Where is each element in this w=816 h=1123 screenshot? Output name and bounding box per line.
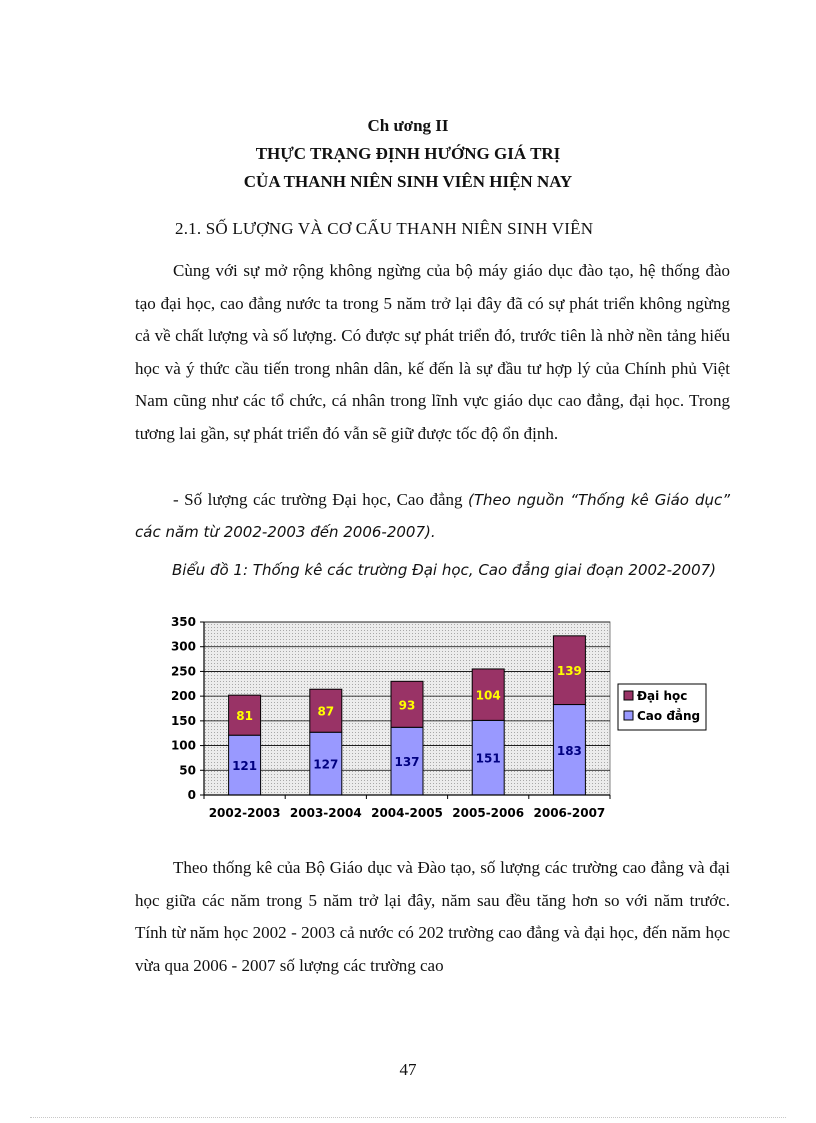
paragraph-2	[135, 852, 730, 982]
data-label: 139	[556, 664, 582, 679]
x-tick-label: 2005-2006	[452, 806, 525, 820]
y-axis	[171, 615, 204, 802]
section-heading: 2.1. SỐ LƯỢNG VÀ CƠ CẤU THANH NIÊN SINH VIÊN	[175, 219, 594, 238]
paragraph-1	[135, 255, 730, 450]
stacked-bar-chart	[160, 612, 720, 827]
data-label: 81	[236, 709, 253, 724]
x-tick-label: 2003-2004	[289, 806, 362, 820]
data-label: 93	[398, 698, 416, 713]
data-label: 104	[475, 688, 501, 703]
chart-caption: Biểu đồ 1: Thống kê các trường Đại học, Cao đẳng giai đoạn 2002-2007)	[172, 561, 717, 579]
chapter-title-line1: THỰC TRẠNG ĐỊNH HƯỚNG GIÁ TRỊ	[255, 144, 561, 163]
y-tick-label: 50	[179, 763, 196, 778]
data-label: 183	[556, 743, 582, 758]
data-label: 127	[313, 757, 339, 772]
chapter-label: Ch ương II	[367, 116, 449, 135]
page-bottom-divider	[30, 1117, 786, 1118]
x-tick-label: 2002-2003	[208, 806, 281, 820]
data-label: 87	[317, 704, 335, 719]
data-label: 151	[475, 751, 501, 766]
y-tick-label: 350	[170, 615, 196, 629]
y-tick-label: 0	[187, 788, 196, 802]
page-number: 47	[399, 1060, 417, 1079]
y-tick-label: 200	[170, 689, 196, 704]
legend-swatch	[624, 691, 633, 700]
legend-label: Cao đẳng	[637, 709, 701, 723]
x-axis	[204, 795, 610, 820]
data-label: 137	[394, 755, 420, 770]
bullet-source: (Theo nguồn “Thống kê Giáo dục” các năm từ 2002-2003 đến 2006-2007).	[135, 491, 730, 541]
paragraph-2-text: Theo thống kê của Bộ Giáo dục và Đào tạo, số lượng các trường cao đẳng và đại học giữa các năm trong 5 năm trở lại đây, năm sau đều tăng hơn so với năm trước. Tính từ năm học 2002 - 2003 cả nước có 202 trường cao đẳng và đại học, đến năm học vừa qua 2006 - 2007 số lượng các trường cao	[135, 858, 730, 975]
y-tick-label: 100	[170, 738, 196, 753]
paragraph-1-text: Cùng với sự mở rộng không ngừng của bộ máy giáo dục đào tạo, hệ thống đào tạo đại học, cao đẳng nước ta trong 5 năm trở lại đây đã có sự phát triển không ngừng cả về chất lượng và số lượng. Có được sự phát triển đó, trước tiên là nhờ nền tảng hiếu học và ý thức cầu tiến trong nhân dân, kế đến là sự đầu tư hợp lý của Chính phủ Việt Nam cũng như các tổ chức, cá nhân trong lĩnh vực giáo dục cao đẳng, đại học. Trong tương lai gần, sự phát triển đó vẫn sẽ giữ được tốc độ ổn định.	[135, 261, 730, 443]
y-tick-label: 250	[170, 664, 196, 679]
legend-swatch	[624, 711, 633, 720]
legend-label: Đại học	[637, 689, 688, 703]
chart-legend	[618, 684, 706, 730]
y-tick-label: 300	[170, 639, 196, 654]
bullet-text: - Số lượng các trường Đại học, Cao đẳng	[173, 490, 463, 509]
x-tick-label: 2004-2005	[371, 806, 443, 820]
y-tick-label: 150	[170, 713, 196, 728]
data-label: 121	[232, 759, 258, 774]
x-tick-label: 2006-2007	[533, 806, 606, 820]
bullet-paragraph	[135, 484, 730, 548]
chapter-title-line2: CỦA THANH NIÊN SINH VIÊN HIỆN NAY	[243, 172, 573, 191]
